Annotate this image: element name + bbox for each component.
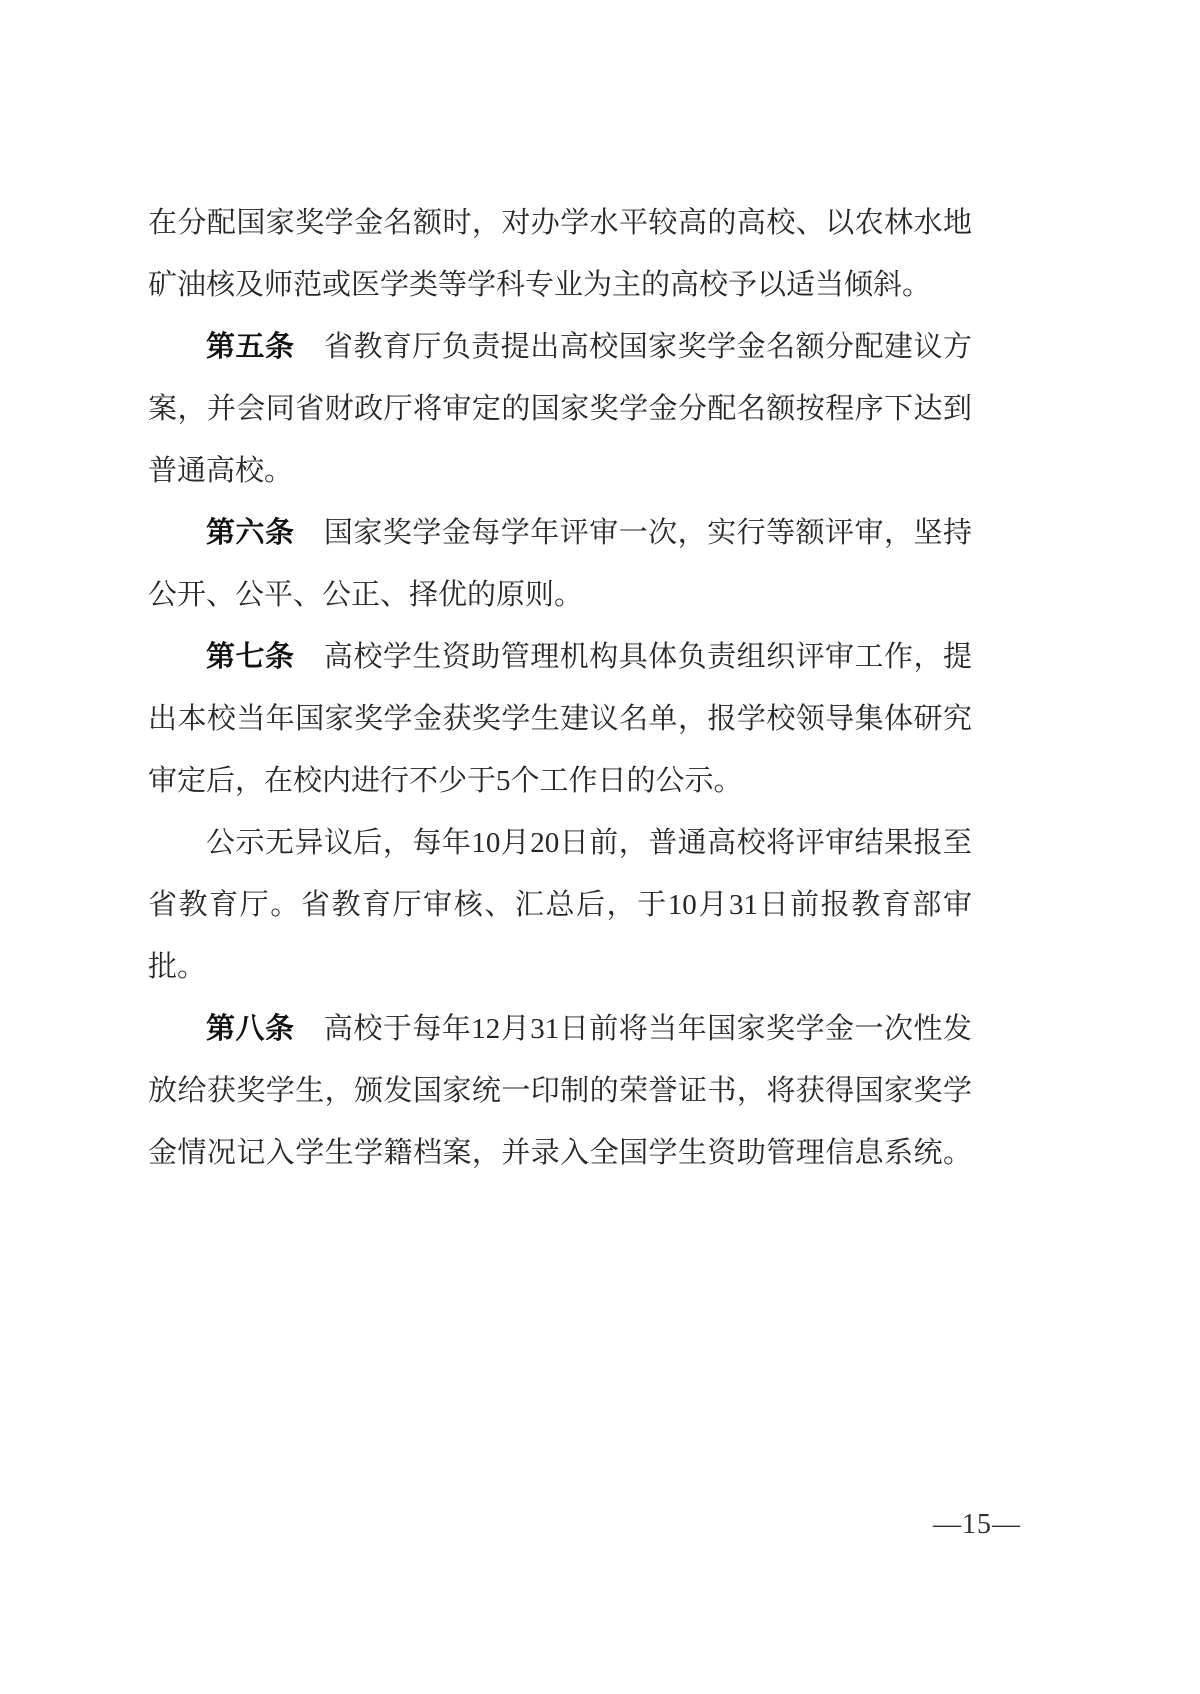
text-line [148,316,972,378]
para-article-5 [148,316,972,502]
text-segment: 矿油核及师范或医学类等学科专业为主的高校予以适当倾斜。 [148,269,932,301]
text-line [148,812,972,874]
page-number: —15— [933,1509,1021,1540]
article-number: 第六条 [206,517,295,549]
text-segment: 省教育厅负责提出高校国家奖学金名额分配建议方 [294,331,972,363]
para-article-7 [148,626,972,812]
text-segment: 国家奖学金每学年评审一次，实行等额评审，坚持 [294,517,972,549]
text-line [148,874,972,936]
document-body [148,192,972,1184]
text-segment: 批。 [148,951,207,983]
text-segment: 高校学生资助管理机构具体负责组织评审工作，提 [294,641,972,673]
text-line [148,936,972,998]
text-line [148,440,972,502]
text-line [148,1122,972,1184]
text-line [148,564,972,626]
text-segment: 审定后，在校内进行不少于5个工作日的公示。 [148,765,743,797]
text-segment: 公示无异议后，每年10月20日前，普通高校将评审结果报至 [206,827,972,859]
text-segment: 金情况记入学生学籍档案，并录入全国学生资助管理信息系统。 [148,1137,972,1169]
text-segment: 在分配国家奖学金名额时，对办学水平较高的高校、以农林水地 [148,207,972,239]
text-segment: 省教育厅。省教育厅审核、汇总后，于10月31日前报教育部审 [148,889,972,921]
text-line [148,626,972,688]
text-segment: 出本校当年国家奖学金获奖学生建议名单，报学校领导集体研究 [148,703,972,735]
para-allocation-continuation [148,192,972,316]
article-number: 第七条 [206,641,295,673]
text-segment: 普通高校。 [148,455,294,487]
article-number: 第八条 [206,1013,295,1045]
para-publicity-review [148,812,972,998]
text-segment: 公开、公平、公正、择优的原则。 [148,579,584,611]
text-line [148,1060,972,1122]
text-line [148,502,972,564]
text-line [148,750,972,812]
article-number: 第五条 [206,331,295,363]
text-line [148,688,972,750]
text-segment: 放给获奖学生，颁发国家统一印制的荣誉证书，将获得国家奖学 [148,1075,972,1107]
text-segment: 案，并会同省财政厅将审定的国家奖学金分配名额按程序下达到 [148,393,972,425]
para-article-8 [148,998,972,1184]
text-line [148,254,972,316]
text-line [148,998,972,1060]
text-line [148,192,972,254]
text-segment: 高校于每年12月31日前将当年国家奖学金一次性发 [294,1013,972,1045]
para-article-6 [148,502,972,626]
text-line [148,378,972,440]
